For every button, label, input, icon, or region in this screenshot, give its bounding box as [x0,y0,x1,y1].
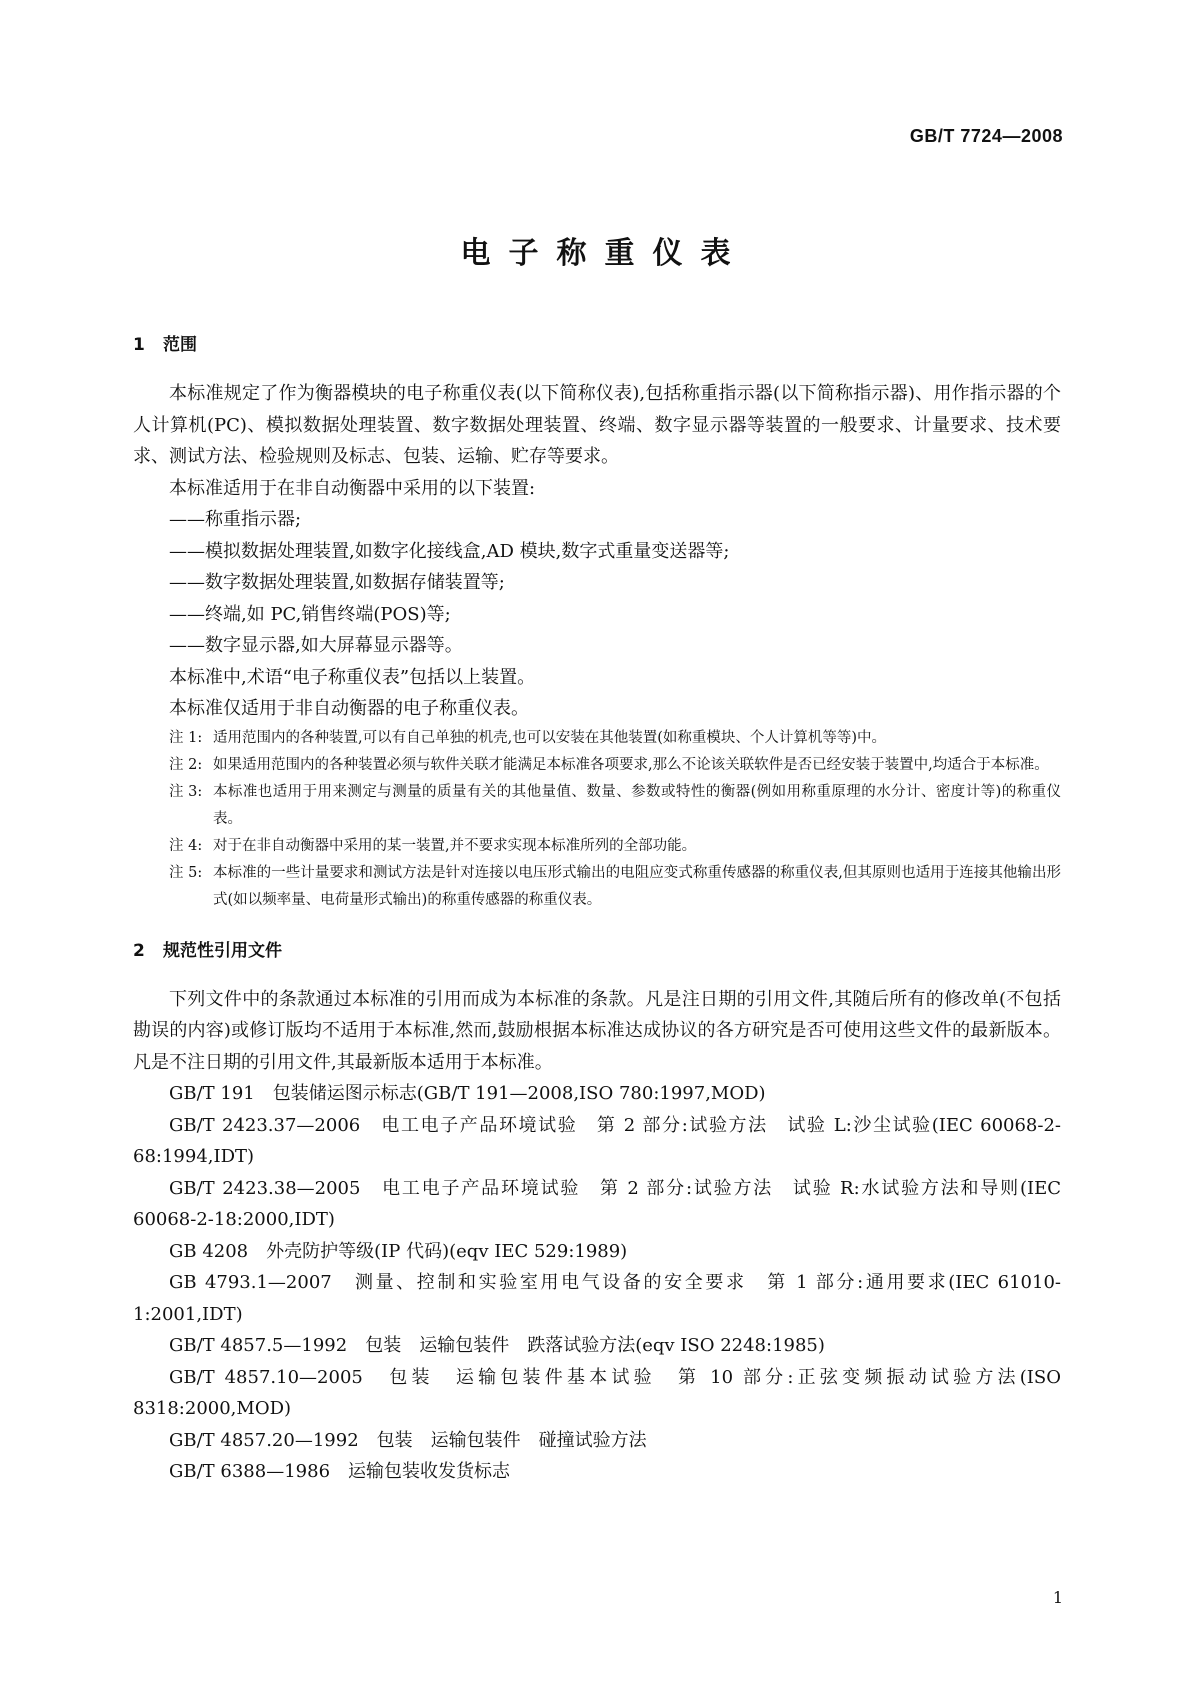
note-text: 适用范围内的各种装置,可以有自己单独的机壳,也可以安装在其他装置(如称重模块、个人计算机等等)中。 [213,729,887,746]
note-tag: 注 5: [169,864,203,881]
section-1-heading [133,330,1061,360]
list-item: ——终端,如 PC,销售终端(POS)等; [169,603,451,625]
note-tag: 注 2: [169,756,203,773]
list-item: ——称重指示器; [169,509,302,530]
note-text: 本标准也适用于用来测定与测量的质量有关的其他量值、数量、参数或特性的衡器(例如用称重原理的水分计、密度计等)的称重仪表。 [213,783,1061,827]
reference-entry: GB 4793.1—2007 测量、控制和实验室用电气设备的安全要求 第 1 部分:通用要求(IEC 61010-1:2001,IDT) [133,1272,1061,1325]
reference-entry: GB/T 4857.10—2005 包装 运输包装件基本试验 第 10 部分:正弦变频振动试验方法(ISO 8318:2000,MOD) [133,1366,1061,1419]
page-number: 1 [1052,1588,1063,1607]
note-text: 对于在非自动衡器中采用的某一装置,并不要求实现本标准所列的全部功能。 [213,837,697,854]
standard-code: GB/T 7724—2008 [909,126,1063,146]
note-tag: 注 1: [169,729,203,746]
section-number: 2 [133,940,145,961]
reference-entry: GB/T 2423.38—2005 电工电子产品环境试验 第 2 部分:试验方法 试验 R:水试验方法和导则(IEC 60068-2-18:2000,IDT) [133,1177,1061,1230]
note-tag: 注 4: [169,837,203,854]
term-statement: 本标准中,术语“电子称重仪表”包括以上装置。 [169,666,536,688]
section-number: 1 [133,335,145,355]
reference-entry: GB/T 4857.20—1992 包装 运输包装件 碰撞试验方法 [169,1429,647,1451]
note [133,779,1061,833]
list-item: ——数字显示器,如大屏幕显示器等。 [169,635,463,656]
note-tag: 注 3: [169,783,203,800]
document-title: 电子称重仪表 [460,236,749,271]
reference-entry: GB/T 6388—1986 运输包装收发货标志 [169,1461,511,1482]
note [133,725,1061,752]
section-title: 范围 [163,335,197,355]
reference-entry: GB/T 4857.5—1992 包装 运输包装件 跌落试验方法(eqv ISO 2248:1985) [169,1335,825,1356]
reference-entry: GB/T 2423.37—2006 电工电子产品环境试验 第 2 部分:试验方法 试验 L:沙尘试验(IEC 60068-2-68:1994,IDT) [133,1114,1061,1167]
document-body [133,330,1061,1488]
list-item: ——模拟数据处理装置,如数字化接线盒,AD 模块,数字式重量变送器等; [169,540,730,562]
note [133,752,1061,779]
note [133,860,1061,914]
references-intro-paragraph: 下列文件中的条款通过本标准的引用而成为本标准的条款。凡是注日期的引用文件,其随后所有的修改单(不包括勘误的内容)或修订版均不适用于本标准,然而,鼓励根据本标准达成协议的各方研究是否可使用这些文件的最新版本。凡是不注日期的引用文件,其最新版本适用于本标准。 [133,988,1061,1073]
section-2-heading [133,936,1061,966]
applies-intro: 本标准适用于在非自动衡器中采用的以下装置: [169,477,536,499]
scope-intro-paragraph: 本标准规定了作为衡器模块的电子称重仪表(以下简称仪表),包括称重指示器(以下简称指示器)、用作指示器的个人计算机(PC)、模拟数据处理装置、数字数据处理装置、终端、数字显示器等装置的一般要求、计量要求、技术要求、测试方法、检验规则及标志、包装、运输、贮存等要求。 [133,383,1061,467]
note-text: 如果适用范围内的各种装置必须与软件关联才能满足本标准各项要求,那么不论该关联软件是否已经安装于装置中,均适合于本标准。 [213,756,1049,773]
scope-statement: 本标准仅适用于非自动衡器的电子称重仪表。 [169,698,529,719]
note [133,833,1061,860]
note-text: 本标准的一些计量要求和测试方法是针对连接以电压形式输出的电阻应变式称重传感器的称重仪表,但其原则也适用于连接其他输出形式(如以频率量、电荷量形式输出)的称重传感器的称重仪表。 [213,864,1061,908]
list-item: ——数字数据处理装置,如数据存储装置等; [169,572,505,593]
section-title: 规范性引用文件 [163,940,282,961]
reference-entry: GB/T 191 包装储运图示标志(GB/T 191—2008,ISO 780:1997,MOD) [169,1083,766,1104]
reference-entry: GB 4208 外壳防护等级(IP 代码)(eqv IEC 529:1989) [169,1240,628,1262]
